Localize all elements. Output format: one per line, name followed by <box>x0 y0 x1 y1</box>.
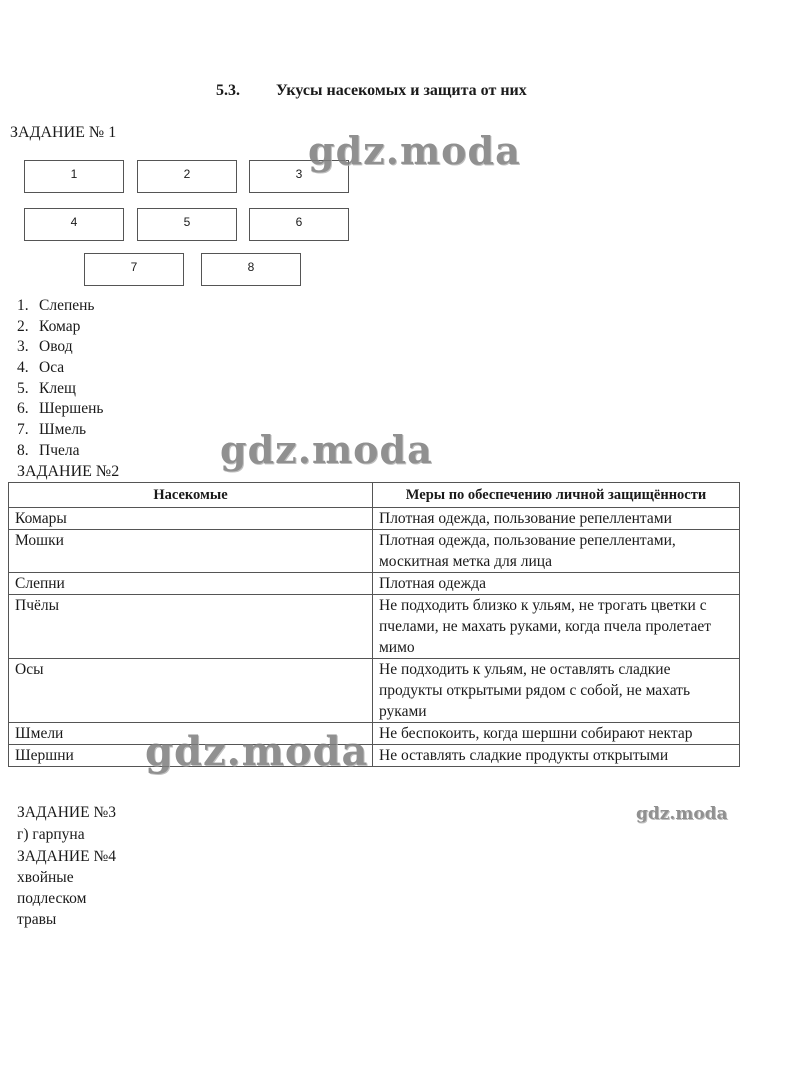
table-row <box>9 723 740 745</box>
task4-heading: ЗАДАНИЕ №4 <box>17 848 116 865</box>
measure-cell: Не оставлять сладкие продукты открытыми <box>373 745 740 767</box>
measure-cell: Не подходить близко к ульям, не трогать цветки с пчелами, не махать руками, когда пчела пролетает мимо <box>373 595 740 659</box>
task3-answer: г) гарпуна <box>17 826 85 843</box>
list-item: 4. Оса <box>17 359 65 377</box>
table-row <box>9 508 740 530</box>
table-header-row <box>9 483 740 508</box>
watermark-logo: gdz.moda <box>636 804 728 824</box>
picture-box-8: 8 <box>201 253 301 286</box>
picture-box-7: 7 <box>84 253 184 286</box>
list-item: 2. Комар <box>17 317 81 335</box>
insect-cell: Слепни <box>9 573 373 595</box>
insect-cell: Комары <box>9 508 373 530</box>
list-item: 5. Клещ <box>17 379 76 397</box>
insect-cell: Пчёлы <box>9 595 373 659</box>
task4-answer-line: хвойные <box>17 869 74 886</box>
insect-cell: Шершни <box>9 745 373 767</box>
column-header-insects: Насекомые <box>9 483 373 508</box>
column-header-measures: Меры по обеспечению личной защищённости <box>373 483 740 508</box>
list-item: 7. Шмель <box>17 421 87 439</box>
list-item: 1. Слепень <box>17 297 95 314</box>
insect-list <box>17 296 103 462</box>
watermark-logo: gdz.moda <box>220 427 433 472</box>
task4-answer-line: травы <box>17 911 57 928</box>
watermark-logo: gdz.moda <box>308 128 521 173</box>
table-row <box>9 659 740 723</box>
picture-box-2: 2 <box>137 160 237 193</box>
picture-box-5: 5 <box>137 208 237 241</box>
table-row <box>9 573 740 595</box>
section-title: Укусы насекомых и защита от них <box>276 82 527 99</box>
task4-answer-line: подлеском <box>17 890 87 907</box>
list-item: 3. Овод <box>17 338 73 356</box>
insect-cell: Мошки <box>9 530 373 573</box>
section-number: 5.3. <box>216 82 240 99</box>
picture-box-4: 4 <box>24 208 124 241</box>
page-title <box>216 82 527 100</box>
table-row <box>9 595 740 659</box>
picture-box-3: 3 <box>249 160 349 193</box>
list-item: 8. Пчела <box>17 441 80 459</box>
measure-cell: Плотная одежда, пользование репеллентами <box>373 508 740 530</box>
measure-cell: Не беспокоить, когда шершни собирают нектар <box>373 723 740 745</box>
insect-cell: Шмели <box>9 723 373 745</box>
measure-cell: Плотная одежда <box>373 573 740 595</box>
table-row <box>9 530 740 573</box>
table-row <box>9 745 740 767</box>
task1-heading: ЗАДАНИЕ № 1 <box>10 124 117 141</box>
insect-cell: Осы <box>9 659 373 723</box>
protection-table <box>8 482 740 767</box>
watermark-logo: gdz.moda <box>145 728 369 775</box>
picture-box-6: 6 <box>249 208 349 241</box>
measure-cell: Плотная одежда, пользование репеллентами, москитная метка для лица <box>373 530 740 573</box>
list-item: 6. Шершень <box>17 400 104 418</box>
task3-heading: ЗАДАНИЕ №3 <box>17 804 116 821</box>
measure-cell: Не подходить к ульям, не оставлять сладкие продукты открытыми рядом с собой, не махать руками <box>373 659 740 723</box>
picture-box-1: 1 <box>24 160 124 193</box>
task2-heading: ЗАДАНИЕ №2 <box>17 463 120 480</box>
